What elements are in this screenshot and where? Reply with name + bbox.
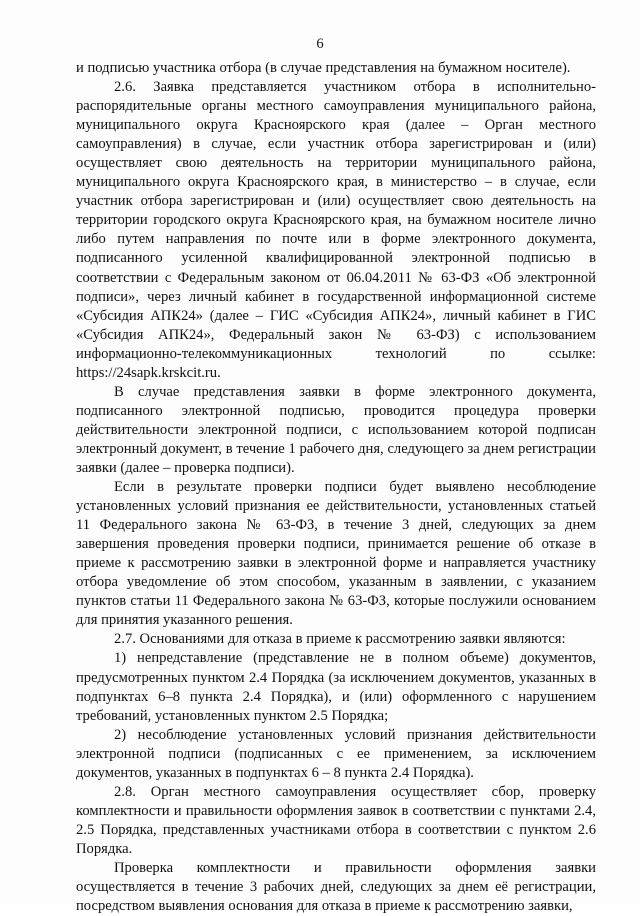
page-number: 6 [316,36,324,52]
paragraph: 1) непредставление (представление не в полном объеме) документов, предусмотренных пунктом 2.4 Порядка (за исключением документов, указанных в подпунктах 6–8 пункта 2.4 Порядка), и (или) оформленного с нарушением требований, установленных пунктом 2.5 Порядка; [76,650,596,724]
paragraph: и подписью участника отбора (в случае представления на бумажном носителе). [76,60,571,76]
paragraph: 2.6. Заявка представляется участником отбора в исполнительно-распорядительные органы местного самоуправления муниципального района, муниципального округа Красноярского края (далее – Орган местного самоуправления) в случае, если участник отбора зарегистрирован и (или) осуществляет свою деятельность на территории муниципального района, муниципального округа Красноярского края, в министерство – в случае, если участник отбора зарегистрирован и (или) осуществляет свою деятельность на территории городского округа Красноярского края, на бумажном носителе лично либо путем направления по почте или в форме электронного документа, подписанного усиленной квалифицированной электронной подписью в соответствии с Федеральным законом от 06.04.2011 № 63-ФЗ «Об электронной подписи», через личный кабинет в государственной информационной системе «Субсидия АПК24» (далее – ГИС «Субсидия АПК24», личный кабинет в ГИС «Субсидия АПК24», Федеральный закон № 63-ФЗ) с использованием информационно-телекоммуникационных технологий по ссылке: https://24sapk.krskcit.ru. [76,79,596,381]
paragraph: 2.8. Орган местного самоуправления осуществляет сбор, проверку комплектности и правильности оформления заявок в соответствии с пунктами 2.4, 2.5 Порядка, представленных участниками отбора в соответствии с пунктом 2.6 Порядка. [76,783,596,857]
paragraph: Если в результате проверки подписи будет выявлено несоблюдение установленных условий признания ее действительности, установленных статьей 11 Федерального закона № 63-ФЗ, в течение 3 дней, следующих за днем завершения проведения проверки подписи, принимается решение об отказе в приеме к рассмотрению заявки в электронной форме и направляется участнику отбора уведомление об этом способом, указанным в заявлении, с указанием пунктов статьи 11 Федерального закона № 63-ФЗ, которые послужили основанием для принятия указанного решения. [76,479,596,629]
document-body [76,59,596,916]
paragraph: 2.7. Основаниями для отказа в приеме к рассмотрению заявки являются: [114,631,566,648]
paragraph: В случае представления заявки в форме электронного документа, подписанного электронной подписью, проводится процедура проверки действительности электронной подписи, с использованием которой подписан электронный документ, в течение 1 рабочего дня, следующего за днем регистрации заявки (далее – проверка подписи). [76,383,596,476]
paragraph: Проверка комплектности и правильности оформления заявки осуществляется в течение 3 рабочих дней, следующих за днем её регистрации, посредством выявления основания для отказа в приеме к рассмотрению заявки, [76,859,596,915]
paragraph: 2) несоблюдение установленных условий признания действительности электронной подписи (подписанных с ее применением, за исключением документов, указанных в подпунктах 6 – 8 пункта 2.4 Порядка). [76,726,596,781]
